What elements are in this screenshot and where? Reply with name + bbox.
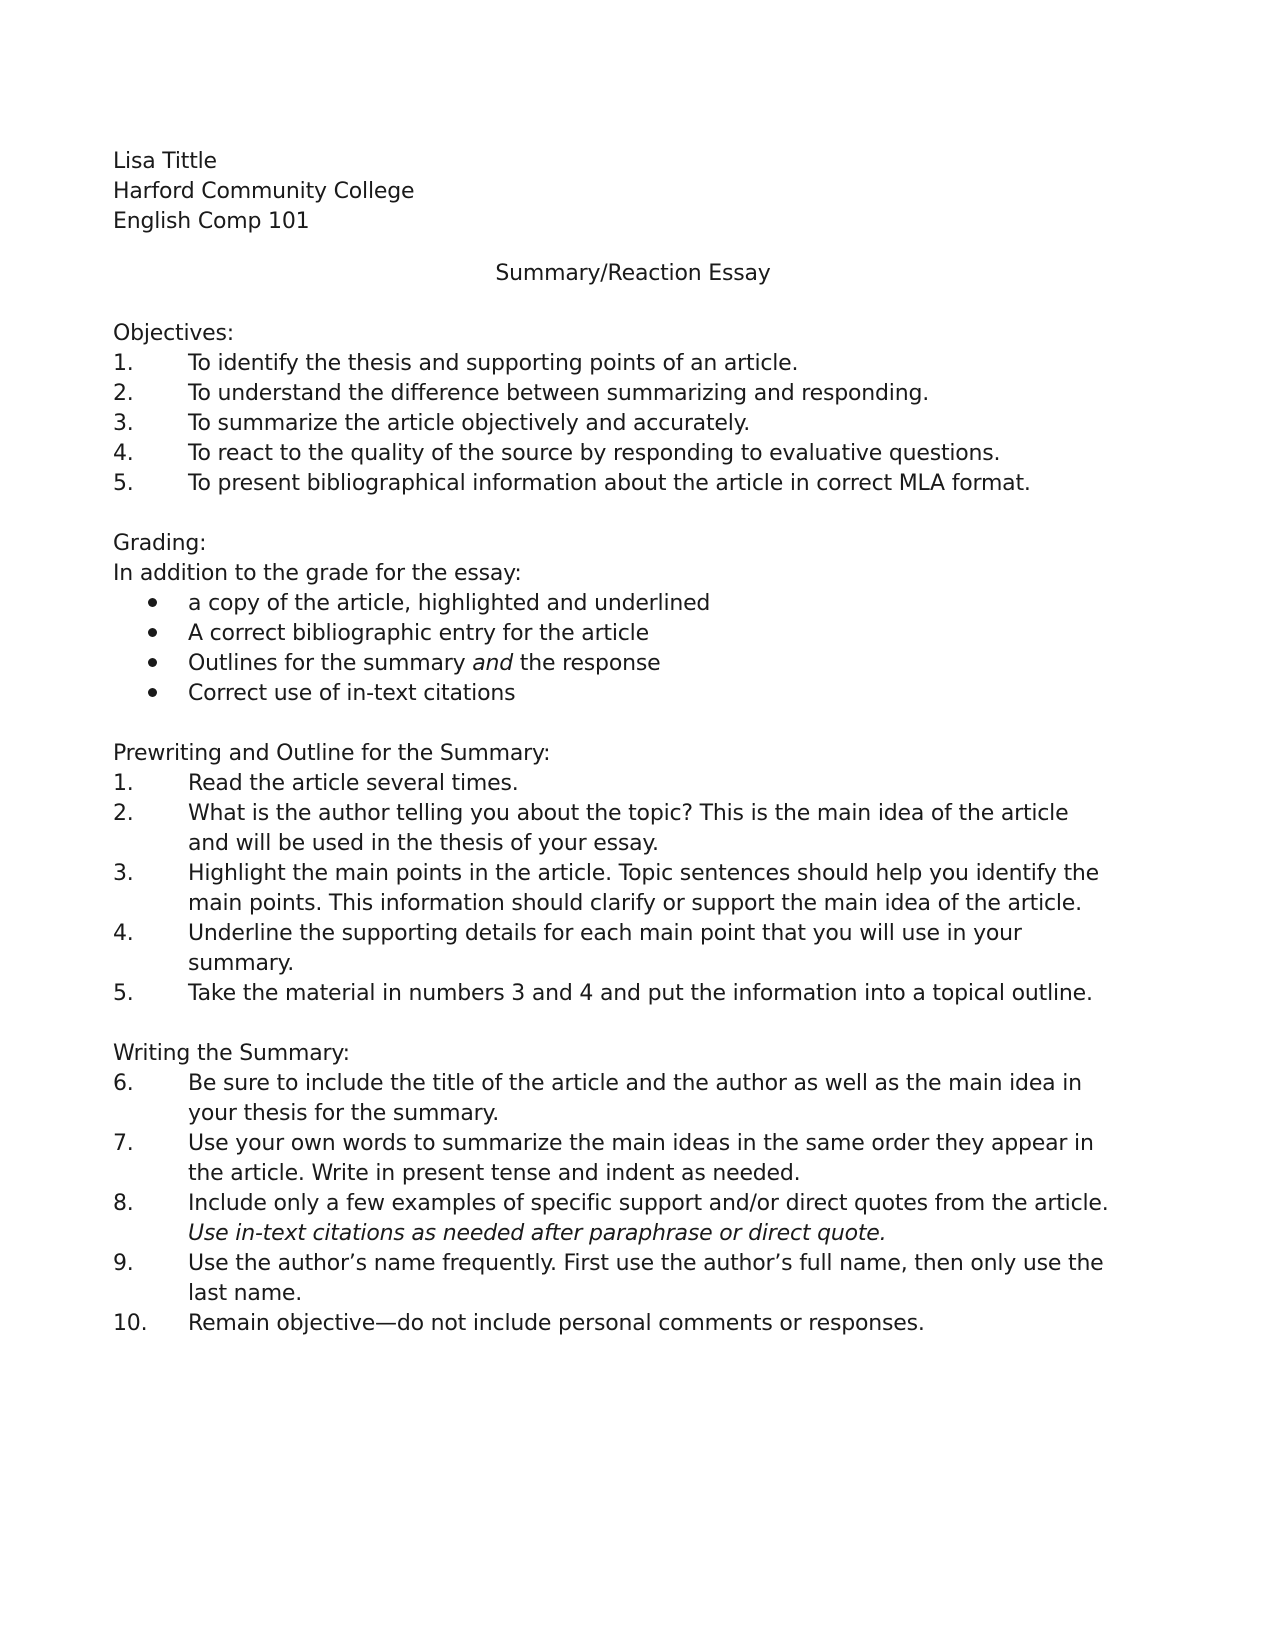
writing-heading: Writing the Summary: [113,1041,350,1066]
item-text: To understand the difference between summarizing and responding. [188,381,930,406]
item-number: 7. [113,1131,134,1156]
item-text: To present bibliographical information about the article in correct MLA format. [188,471,1031,496]
list-item [113,679,1113,709]
list-item [113,619,1113,649]
bullet-icon [113,679,188,709]
item-text: Highlight the main points in the article. Topic sentences should help you identify the main points. This information should clarify or support the main idea of the article. [188,861,1099,916]
item-text-part: Outlines for the summary [188,651,473,676]
bullet-icon [113,589,188,619]
item-number: 2. [113,381,134,406]
list-item [113,439,1113,469]
list-item [113,1129,1113,1189]
item-text: A correct bibliographic entry for the article [188,621,649,646]
grading-heading: Grading: [113,531,207,556]
document-header [113,147,1113,237]
author-name: Lisa Tittle [113,149,217,174]
college-name: Harford Community College [113,179,415,204]
item-text: Read the article several times. [188,771,519,796]
item-text: To identify the thesis and supporting points of an article. [188,351,799,376]
document-title: Summary/Reaction Essay [495,261,771,286]
item-number: 8. [113,1191,134,1216]
item-number: 6. [113,1071,134,1096]
writing-list [113,1069,1113,1339]
objectives-heading: Objectives: [113,321,234,346]
item-number: 3. [113,861,134,886]
item-text: To summarize the article objectively and accurately. [188,411,751,436]
item-text [188,1189,1113,1249]
list-item [113,379,1113,409]
item-number: 2. [113,801,134,826]
item-text: a copy of the article, highlighted and underlined [188,591,711,616]
course-name: English Comp 101 [113,209,310,234]
list-item [113,919,1113,979]
list-item [113,409,1113,439]
item-number: 9. [113,1251,134,1276]
item-text: What is the author telling you about the topic? This is the main idea of the article and will be used in the thesis of your essay. [188,801,1069,856]
list-item [113,1309,1113,1339]
item-text [188,649,1113,679]
grading-list [113,589,1113,709]
grading-intro: In addition to the grade for the essay: [113,561,522,586]
list-item [113,979,1113,1009]
item-text: To react to the quality of the source by responding to evaluative questions. [188,441,1001,466]
list-item [113,1249,1113,1309]
item-number: 1. [113,771,134,796]
list-item [113,469,1113,499]
document-page [113,147,1113,1339]
item-text: Correct use of in-text citations [188,681,516,706]
list-item [113,649,1113,679]
item-number: 4. [113,921,134,946]
list-item [113,799,1113,859]
prewriting-list [113,769,1113,1009]
item-number: 1. [113,351,134,376]
item-text: Remain objective—do not include personal comments or responses. [188,1311,925,1336]
item-text: Use the author’s name frequently. First use the author’s full name, then only use the last name. [188,1251,1104,1306]
item-text-part: the response [513,651,661,676]
item-number: 4. [113,441,134,466]
item-number: 10. [113,1311,148,1336]
item-number: 5. [113,981,134,1006]
objectives-list [113,349,1113,499]
item-text-italic: Use in-text citations as needed after paraphrase or direct quote. [188,1221,887,1246]
item-text: Take the material in numbers 3 and 4 and put the information into a topical outline. [188,981,1093,1006]
list-item [113,349,1113,379]
list-item [113,589,1113,619]
item-text: Be sure to include the title of the article and the author as well as the main idea in your thesis for the summary. [188,1071,1082,1126]
bullet-icon [113,619,188,649]
item-text-italic: and [472,651,513,676]
bullet-icon [113,649,188,679]
item-number: 5. [113,471,134,496]
item-text: Underline the supporting details for each main point that you will use in your summary. [188,921,1022,976]
list-item [113,859,1113,919]
item-number: 3. [113,411,134,436]
item-text-part: Include only a few examples of specific support and/or direct quotes from the article. [188,1191,1109,1216]
list-item [113,1189,1113,1249]
list-item [113,1069,1113,1129]
item-text: Use your own words to summarize the main ideas in the same order they appear in the article. Write in present tense and indent as needed. [188,1131,1094,1186]
list-item [113,769,1113,799]
prewriting-heading: Prewriting and Outline for the Summary: [113,741,551,766]
